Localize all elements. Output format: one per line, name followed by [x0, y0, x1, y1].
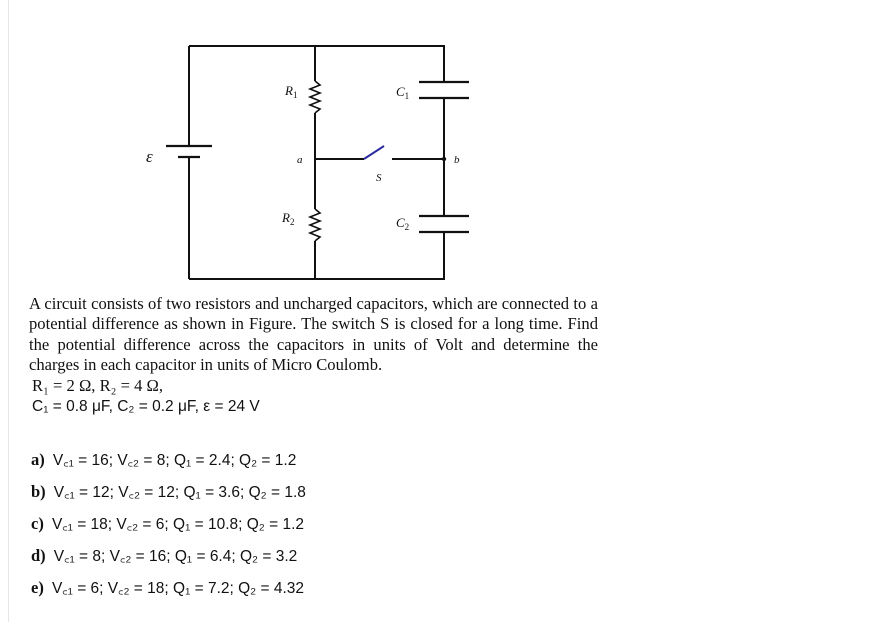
option-text: V꜀₁ = 6; V꜀₂ = 18; Q₁ = 7.2; Q₂ = 4.32 [51, 580, 305, 597]
circuit-diagram [0, 0, 560, 300]
c2-label: $C_2$ [396, 215, 410, 232]
node-a-label: a [297, 154, 303, 166]
answer-options [31, 449, 306, 609]
option-letter: b) [31, 482, 46, 501]
resistor-r2 [310, 209, 320, 241]
given-capacitances-emf: C₁ = 0.8 μF, C₂ = 0.2 μF, ε = 24 V [32, 398, 260, 415]
option-text: V꜀₁ = 12; V꜀₂ = 12; Q₁ = 3.6; Q₂ = 1.8 [53, 484, 306, 501]
r2-label: $R_2$ [282, 210, 295, 227]
wire-top [189, 46, 444, 82]
given-resistances: R₁ = 2 Ω, R₂ = 4 Ω, [32, 376, 164, 395]
emf-label: ε [146, 147, 153, 166]
problem-statement: A circuit consists of two resistors and uncharged capacitors, which are connected to a potential difference as shown in Figure. The switch S is closed for a long time. Find the potential difference across the capacitors in units of Volt and determine the charges in each capacitor in units of Micro Coulomb. [29, 294, 598, 375]
answer-option-b[interactable] [31, 481, 306, 513]
option-text: V꜀₁ = 18; V꜀₂ = 6; Q₁ = 10.8; Q₂ = 1.2 [51, 516, 305, 533]
answer-option-c[interactable] [31, 513, 306, 545]
option-letter: d) [31, 546, 46, 565]
resistor-r1 [310, 81, 320, 113]
node-b-label: b [454, 154, 460, 166]
answer-option-a[interactable] [31, 449, 306, 481]
answer-option-e[interactable] [31, 577, 306, 609]
option-letter: e) [31, 578, 44, 597]
answer-option-d[interactable] [31, 545, 306, 577]
c1-label: $C_1$ [396, 84, 410, 101]
option-text: V꜀₁ = 16; V꜀₂ = 8; Q₁ = 2.4; Q₂ = 1.2 [52, 452, 297, 469]
node-b-dot [442, 157, 446, 161]
r1-label: $R_1$ [285, 83, 298, 100]
switch-blade [364, 146, 384, 159]
option-letter: c) [31, 514, 44, 533]
switch-label: S [376, 172, 382, 184]
option-letter: a) [31, 450, 45, 469]
option-text: V꜀₁ = 8; V꜀₂ = 16; Q₁ = 6.4; Q₂ = 3.2 [53, 548, 298, 565]
